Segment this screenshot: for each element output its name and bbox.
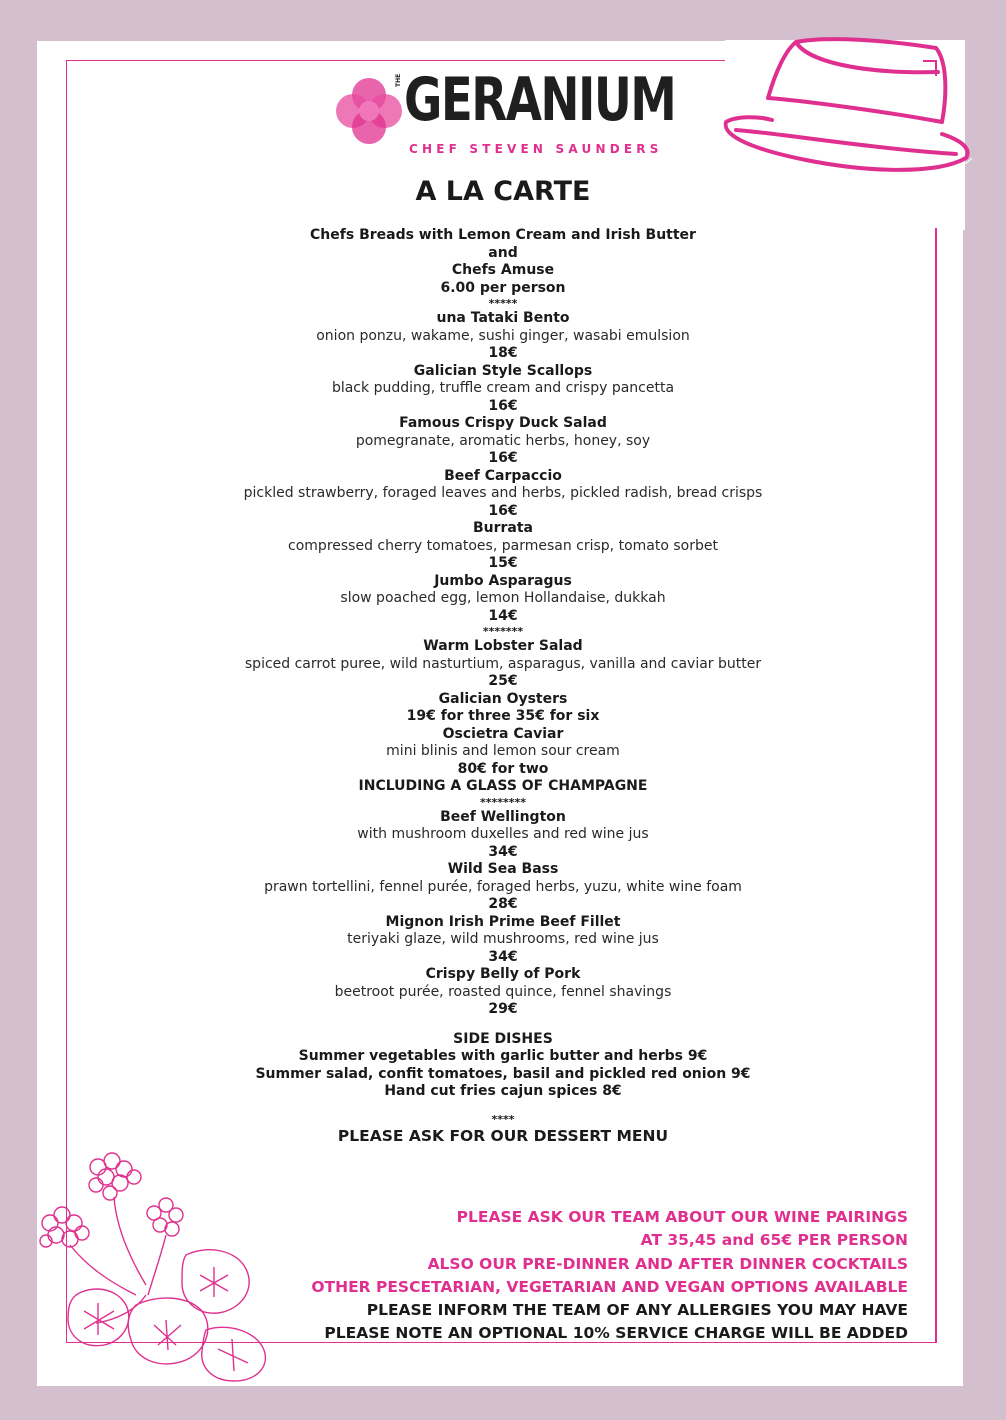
dish-description: beetroot purée, roasted quince, fennel shavings: [334, 983, 672, 1000]
dish-description: black pudding, truffle cream and crispy pancetta: [331, 380, 675, 396]
menu-line: INCLUDING A GLASS OF CHAMPAGNE: [358, 778, 648, 794]
dish-description: compressed cherry tomatoes, parmesan crisp, tomato sorbet: [288, 537, 718, 554]
separator: *******: [482, 625, 524, 638]
footer-note: ALSO OUR PRE-DINNER AND AFTER DINNER COCKTAILS: [427, 1254, 908, 1273]
menu-line: Mignon Irish Prime Beef Fillet: [385, 913, 621, 930]
menu-line: Wild Sea Bass: [447, 861, 559, 877]
menu-line: Hand cut fries cajun spices 8€: [384, 1083, 622, 1099]
dish-description: spiced carrot puree, wild nasturtium, asparagus, vanilla and caviar butter: [244, 655, 762, 672]
menu-line: 25€: [488, 673, 518, 689]
menu-line: Summer salad, confit tomatoes, basil and pickled red onion 9€: [255, 1065, 751, 1082]
menu-line: Beef Wellington: [440, 808, 566, 825]
menu-line: Chefs Amuse: [451, 262, 555, 278]
menu-line: Warm Lobster Salad: [423, 638, 583, 654]
menu-line: 15€: [488, 555, 518, 571]
dish-description: teriyaki glaze, wild mushrooms, red wine jus: [347, 931, 659, 947]
menu-line: SIDE DISHES: [453, 1030, 553, 1047]
brand-subtitle: CHEF STEVEN SAUNDERS: [409, 142, 663, 156]
dish-description: pickled strawberry, foraged leaves and herbs, pickled radish, bread crisps: [243, 485, 763, 501]
hat-icon: [716, 30, 974, 180]
menu-list: [0, 227, 1006, 1146]
menu-line: Crispy Belly of Pork: [425, 966, 581, 982]
footer-note: OTHER PESCETARIAN, VEGETARIAN AND VEGAN OPTIONS AVAILABLE: [311, 1277, 908, 1296]
menu-line: 6.00 per person: [440, 279, 566, 296]
menu-line: Beef Carpaccio: [444, 467, 562, 484]
menu-line: Oscietra Caviar: [442, 725, 564, 742]
logo-the: THE: [395, 73, 402, 87]
dish-description: slow poached egg, lemon Hollandaise, dukkah: [340, 590, 666, 606]
menu-line: 80€ for two: [457, 760, 549, 777]
menu-line: 34€: [488, 843, 518, 860]
brand-name: GERANIUM: [404, 65, 676, 135]
menu-line: 16€: [488, 450, 518, 466]
menu-line: and: [488, 244, 518, 261]
dish-description: with mushroom duxelles and red wine jus: [357, 826, 649, 842]
menu-line: una Tataki Bento: [436, 310, 570, 326]
spacer: [0, 1101, 1006, 1113]
menu-line: Summer vegetables with garlic butter and herbs 9€: [298, 1048, 708, 1064]
spacer: [0, 1019, 1006, 1031]
footer-note: PLEASE INFORM THE TEAM OF ANY ALLERGIES YOU MAY HAVE: [366, 1301, 908, 1320]
dish-description: pomegranate, aromatic herbs, honey, soy: [355, 432, 651, 449]
separator: ********: [479, 795, 527, 809]
geranium-flowers-icon: [36, 1145, 296, 1385]
dish-description: prawn tortellini, fennel purée, foraged herbs, yuzu, white wine foam: [264, 878, 742, 895]
brand-logo: [333, 65, 676, 160]
menu-line: Galician Style Scallops: [413, 362, 593, 379]
menu-line: 29€: [488, 1001, 518, 1017]
separator: ****: [491, 1112, 515, 1126]
dish-description: mini blinis and lemon sour cream: [386, 743, 620, 759]
footer-note: PLEASE ASK OUR TEAM ABOUT OUR WINE PAIRINGS: [456, 1208, 908, 1226]
dessert-note: PLEASE ASK FOR OUR DESSERT MENU: [337, 1126, 669, 1145]
footer-note: PLEASE NOTE AN OPTIONAL 10% SERVICE CHARGE WILL BE ADDED: [324, 1324, 908, 1343]
menu-line: Famous Crispy Duck Salad: [399, 415, 607, 431]
menu-line: 16€: [488, 502, 518, 519]
menu-line: Galician Oysters: [438, 690, 568, 707]
menu-line: 14€: [488, 607, 518, 624]
menu-line: 19€ for three 35€ for six: [406, 708, 600, 724]
menu-line: Chefs Breads with Lemon Cream and Irish Butter: [310, 227, 696, 243]
menu-line: Burrata: [472, 520, 534, 536]
separator: *****: [488, 297, 518, 310]
menu-line: 16€: [488, 397, 518, 414]
footer-note: AT 35,45 and 65€ PER PERSON: [640, 1231, 908, 1250]
menu-line: 34€: [488, 948, 518, 965]
page-title: A LA CARTE: [415, 176, 591, 207]
menu-line: 28€: [488, 896, 518, 912]
menu-line: 18€: [488, 345, 518, 361]
menu-line: Jumbo Asparagus: [434, 572, 572, 589]
dish-description: onion ponzu, wakame, sushi ginger, wasabi emulsion: [316, 327, 690, 344]
footer-notes: [311, 1206, 908, 1346]
